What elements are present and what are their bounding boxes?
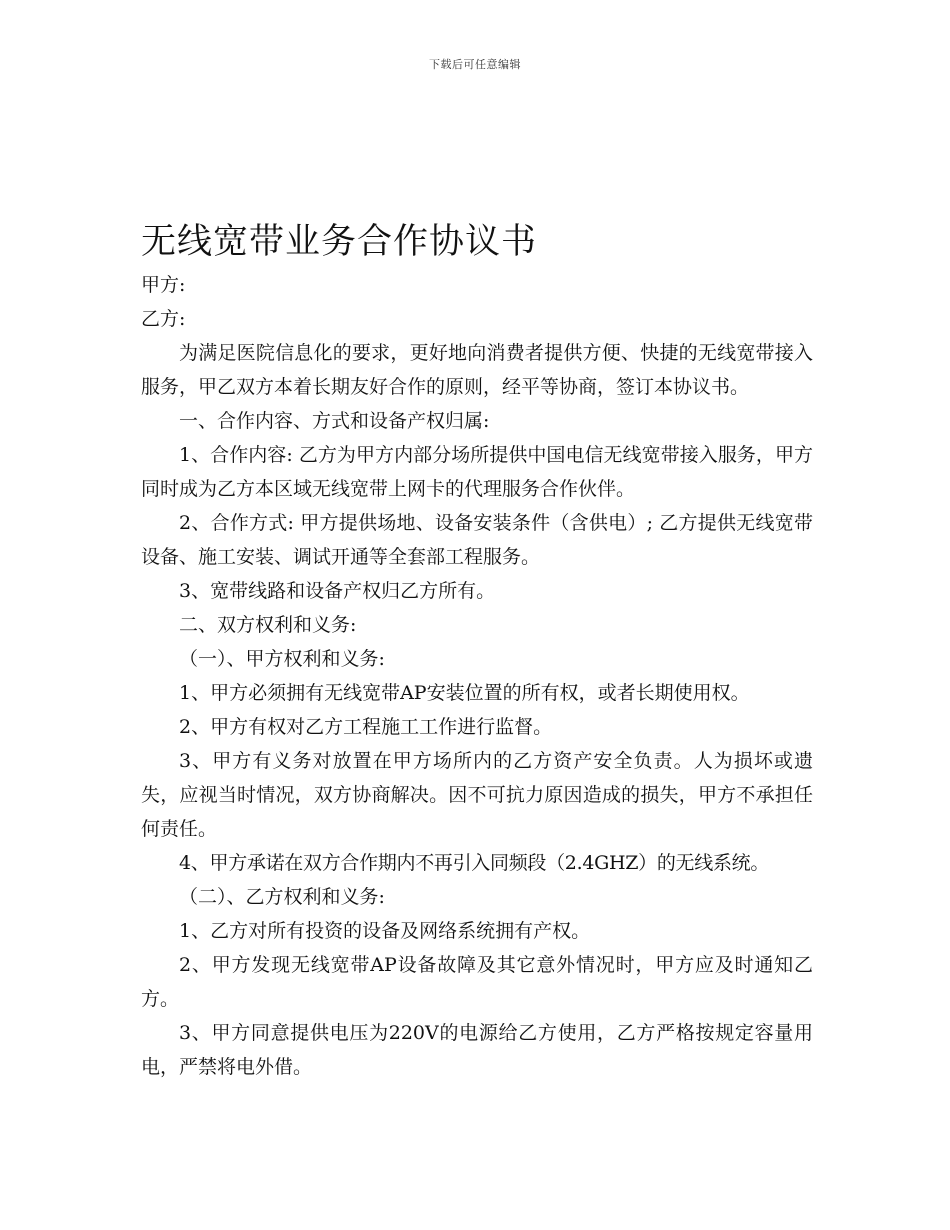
section2-sub1-item-4: 4、甲方承诺在双方合作期内不再引入同频段（2.4GHZ）的无线系统。 (179, 852, 770, 874)
intro-paragraph: 为满足医院信息化的要求，更好地向消费者提供方便、快捷的无线宽带接入服务，甲乙双方本着长期友好合作的原则，经平等协商，签订本协议书。 (141, 342, 813, 398)
section2-sub2-item-1: 1、乙方对所有投资的设备及网络系统拥有产权。 (179, 920, 591, 942)
section1-heading: 一、合作内容、方式和设备产权归属: (179, 410, 490, 432)
section2-sub1-item-2: 2、甲方有权对乙方工程施工工作进行监督。 (179, 716, 553, 738)
section1-item-2: 2、合作方式: 甲方提供场地、设备安装条件（含供电）; 乙方提供无线宽带设备、施工安装、调试开通等全套部工程服务。 (141, 512, 813, 568)
section2-sub1-item-3: 3、甲方有义务对放置在甲方场所内的乙方资产安全负责。人为损坏或遗失，应视当时情况，双方协商解决。因不可抗力原因造成的损失，甲方不承担任何责任。 (141, 750, 813, 840)
header-note: 下载后可任意编辑 (429, 58, 521, 71)
section2-heading: 二、双方权利和义务: (179, 614, 357, 636)
section1-item-1: 1、合作内容: 乙方为甲方内部分场所提供中国电信无线宽带接入服务，甲方同时成为乙方本区域无线宽带上网卡的代理服务合作伙伴。 (141, 444, 813, 500)
section1-item-3: 3、宽带线路和设备产权归乙方所有。 (179, 580, 496, 602)
section2-sub1-item-1: 1、甲方必须拥有无线宽带AP安装位置的所有权，或者长期使用权。 (179, 682, 750, 704)
section2-sub2-heading: （二）、乙方权利和义务: (179, 886, 385, 908)
party-b-label: 乙方: (141, 308, 186, 330)
section2-sub2-item-3: 3、甲方同意提供电压为220V的电源给乙方使用，乙方严格按规定容量用电，严禁将电外借。 (141, 1022, 813, 1078)
section2-sub1-heading: （一）、甲方权利和义务: (179, 648, 385, 670)
document-title: 无线宽带业务合作协议书 (141, 222, 538, 262)
document-body (141, 218, 813, 1084)
section2-sub2-item-2: 2、甲方发现无线宽带AP设备故障及其它意外情况时，甲方应及时通知乙方。 (141, 954, 813, 1010)
party-a-label: 甲方: (141, 274, 186, 296)
